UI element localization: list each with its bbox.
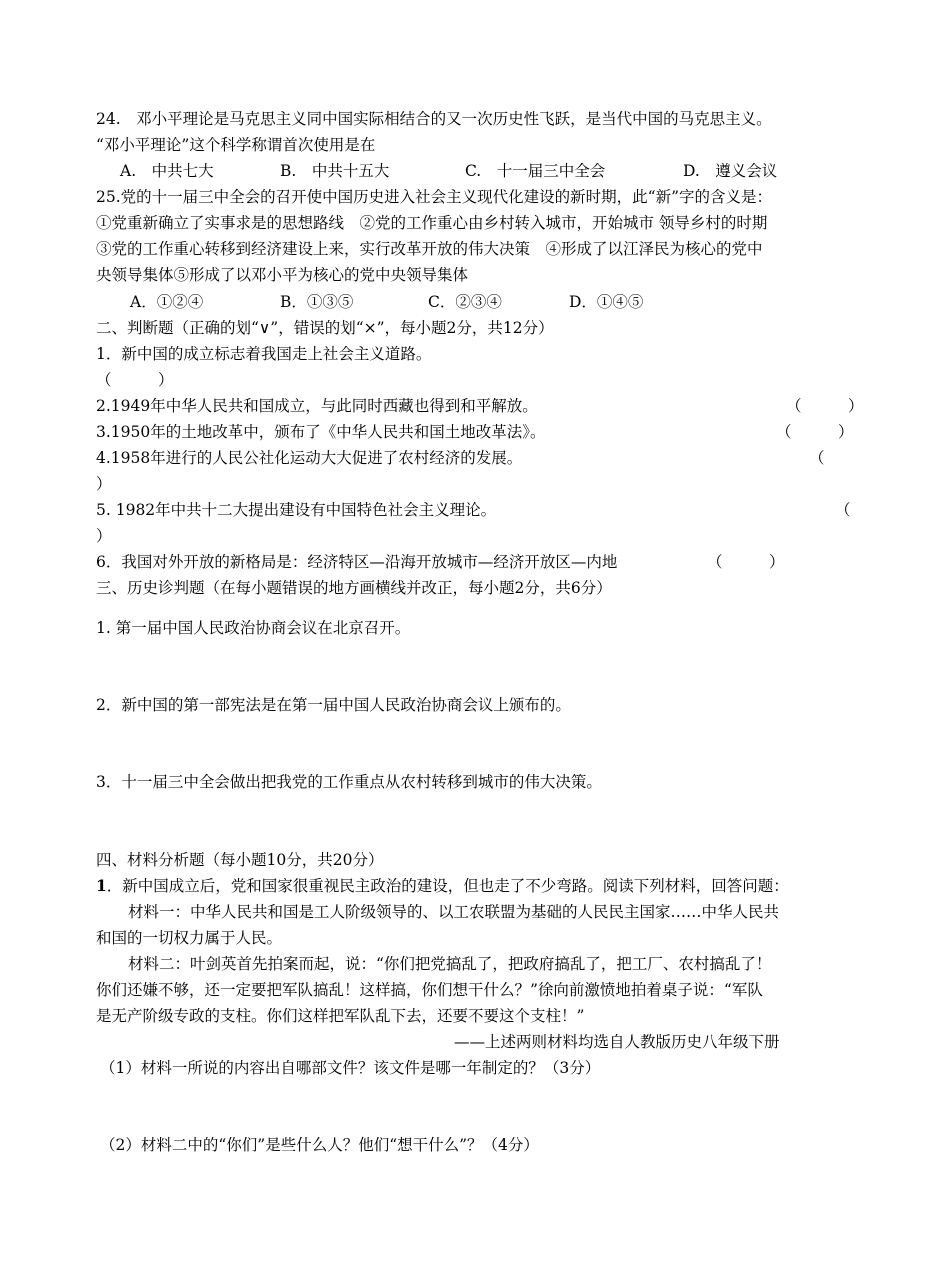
q24-stem-line2: “邓小平理论”这个科学称谓首次使用是在 bbox=[96, 136, 376, 154]
material-question-1-intro-text: ．新中国成立后，党和国家很重视民主政治的建设，但也走了不少弯路。阅读下列材料，回答问题： bbox=[106, 877, 789, 895]
diagnose-item-1: 1. 第一届中国人民政治协商会议在北京召开。 bbox=[96, 619, 411, 637]
judge-item-5-paren-close: ） bbox=[96, 527, 112, 545]
sub-question-1: （1）材料一所说的内容出自哪部文件？该文件是哪一年制定的？（3分） bbox=[100, 1059, 601, 1077]
judge-item-3-text: 3.1950年的土地改革中，颁布了《中华人民共和国土地改革法》。 bbox=[96, 423, 546, 441]
judge-item-5-text: 5. 1982年中共十二大提出建设有中国特色社会主义理论。 bbox=[96, 501, 497, 519]
judge-item-2-text: 2.1949年中华人民共和国成立，与此同时西藏也得到和平解放。 bbox=[96, 397, 538, 415]
judge-item-4-paren-close: ） bbox=[96, 475, 112, 493]
diagnose-item-3: 3．十一届三中全会做出把我党的工作重点从农村转移到城市的伟大决策。 bbox=[96, 773, 602, 791]
judge-item-4-text: 4.1958年进行的人民公社化运动大大促进了农村经济的发展。 bbox=[96, 449, 523, 467]
q25-option-c: C．②③④ bbox=[428, 293, 502, 311]
material-1-line1: 材料一：中华人民共和国是工人阶级领导的、以工农联盟为基础的人民民主国家……中华人民共 bbox=[128, 903, 780, 921]
q25-stem-line2: ①党重新确立了实事求是的思想路线 ②党的工作重心由乡村转入城市，开始城市 领导乡村的时期 bbox=[96, 214, 768, 232]
material-2-line1: 材料二：叶剑英首先拍案而起，说：“你们把党搞乱了，把政府搞乱了，把工厂、农村搞乱了！ bbox=[128, 955, 772, 973]
material-source: ——上述两则材料均选自人教版历史八年级下册 bbox=[454, 1033, 780, 1051]
judge-item-5-paren-open: （ bbox=[835, 501, 851, 519]
q25-option-b: B．①③⑤ bbox=[280, 293, 354, 311]
material-2-line3: 是无产阶级专政的支柱。你们这样把军队乱下去，还要不要这个支柱！” bbox=[96, 1007, 585, 1025]
diagnose-item-2: 2．新中国的第一部宪法是在第一届中国人民政治协商会议上颁布的。 bbox=[96, 696, 571, 714]
q24-option-d: D. 遵义会议 bbox=[683, 162, 778, 180]
judge-item-3-paren: （ ） bbox=[776, 423, 854, 441]
q25-stem-line4: 央领导集体⑤形成了以邓小平为核心的党中央领导集体 bbox=[96, 266, 469, 284]
q25-stem-line1: 25.党的十一届三中全会的召开使中国历史进入社会主义现代化建设的新时期，此“新”字的含义是： bbox=[96, 188, 773, 206]
judge-item-4-paren-open: （ bbox=[809, 449, 825, 467]
section4-title: 四、材料分析题（每小题10分，共20分） bbox=[96, 851, 384, 869]
section2-title: 二、判断题（正确的划“∨”，错误的划“×”，每小题2分，共12分） bbox=[96, 319, 554, 337]
q24-option-a: A. 中共七大 bbox=[120, 162, 214, 180]
judge-item-6-paren: （ ） bbox=[707, 553, 785, 571]
material-2-line2: 你们还嫌不够，还一定要把军队搞乱！这样搞，你们想干什么？”徐向前激愤地拍着桌子说：“军队 bbox=[96, 981, 763, 999]
judge-item-1-text: 1．新中国的成立标志着我国走上社会主义道路。 bbox=[96, 345, 432, 363]
material-1-line2: 和国的一切权力属于人民。 bbox=[96, 929, 283, 947]
sub-question-2: （2）材料二中的“你们”是些什么人？他们“想干什么”？（4分） bbox=[100, 1136, 539, 1154]
q25-option-a: A．①②④ bbox=[130, 293, 204, 311]
judge-item-2-paren: （ ） bbox=[786, 397, 864, 415]
q24-option-b: B. 中共十五大 bbox=[280, 162, 390, 180]
judge-item-1-paren: （ ） bbox=[96, 371, 174, 389]
material-question-1-intro bbox=[96, 876, 789, 896]
judge-item-6-text: 6．我国对外开放的新格局是：经济特区—沿海开放城市—经济开放区—内地 bbox=[96, 553, 618, 571]
section3-title: 三、历史诊判题（在每小题错误的地方画横线并改正，每小题2分，共6分） bbox=[96, 579, 612, 597]
q25-option-d: D．①④⑤ bbox=[569, 293, 644, 311]
q24-stem-line1: 24. 邓小平理论是马克思主义同中国实际相结合的又一次历史性飞跃，是当代中国的马克思主义。 bbox=[96, 110, 772, 128]
q25-stem-line3: ③党的工作重心转移到经济建设上来，实行改革开放的伟大决策 ④形成了以江泽民为核心的党中 bbox=[96, 240, 763, 258]
q24-option-c: C. 十一届三中全会 bbox=[465, 162, 606, 180]
material-question-1-number: 1 bbox=[96, 876, 107, 895]
